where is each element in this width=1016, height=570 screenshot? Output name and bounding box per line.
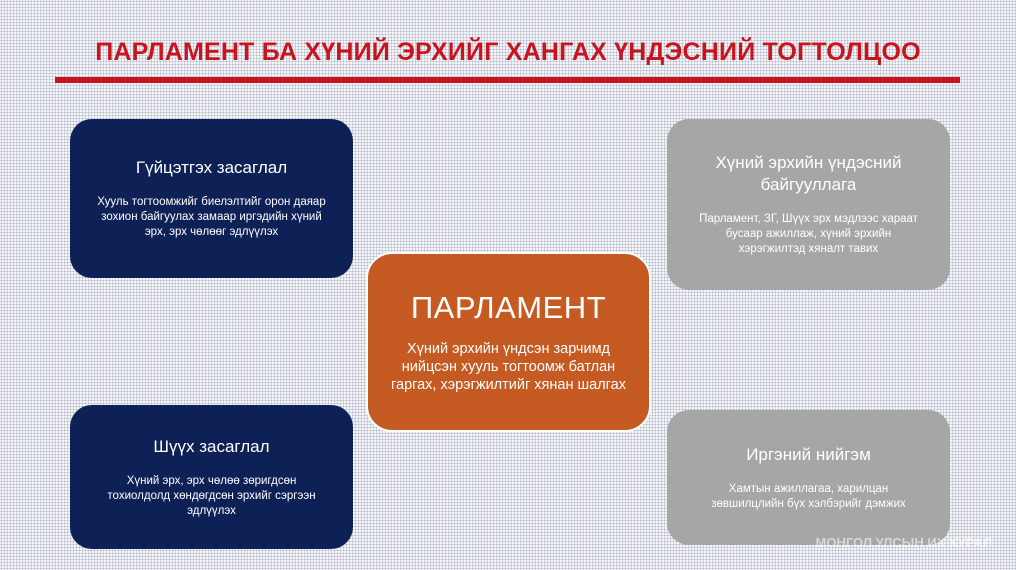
parliament-box bbox=[366, 252, 651, 432]
page-title: ПАРЛАМЕНТ БА ХҮНИЙ ЭРХИЙГ ХАНГАХ ҮНДЭСНИЙ ТОГТОЛЦОО bbox=[95, 38, 921, 66]
executive-branch-heading: Гүйцэтгэх засаглал bbox=[135, 158, 288, 177]
parliament-heading: ПАРЛАМЕНТ bbox=[410, 290, 607, 325]
title-underline bbox=[55, 77, 960, 83]
civil-society-text: Хамтын ажиллагаа, харилцан зөвшилцлийн бүх хэлбэрийг дэмжих bbox=[711, 482, 906, 510]
parliament-text: Хүний эрхийн үндсэн зарчимд нийцсэн хууль тогтоомж батлан гаргах, хэрэгжилтийг хянан шалгах bbox=[391, 341, 626, 393]
nhri-text: Парламент, ЗГ, Шүүх эрх мэдлээс хараат бусаар ажиллаж, хүний эрхийн хэрэгжилтэд хяналт тавих bbox=[699, 213, 918, 255]
civil-society-heading: Иргэний нийгэм bbox=[746, 444, 871, 464]
nhri-box bbox=[667, 119, 950, 290]
nhri-heading: Хүний эрхийн үндэсний байгууллага bbox=[715, 153, 902, 194]
judiciary-heading: Шүүх засаглал bbox=[153, 436, 270, 456]
executive-branch-text: Хууль тогтоомжийг биелэлтийг орон даяар зохион байгуулах замаар иргэдийн хүний эрх, эрх чөлөөг эдлүүлэх bbox=[97, 196, 326, 238]
judiciary-text: Хүний эрх, эрх чөлөө зөригдсөн тохиолдолд хөндөгдсөн эрхийг сэргээн эдлүүлэх bbox=[107, 474, 316, 517]
judiciary-box bbox=[70, 405, 353, 549]
executive-branch-box bbox=[70, 119, 353, 278]
watermark: МОНГОЛ УЛСЫН ИХ ХУРАЛ bbox=[815, 535, 992, 550]
civil-society-box bbox=[667, 410, 950, 545]
